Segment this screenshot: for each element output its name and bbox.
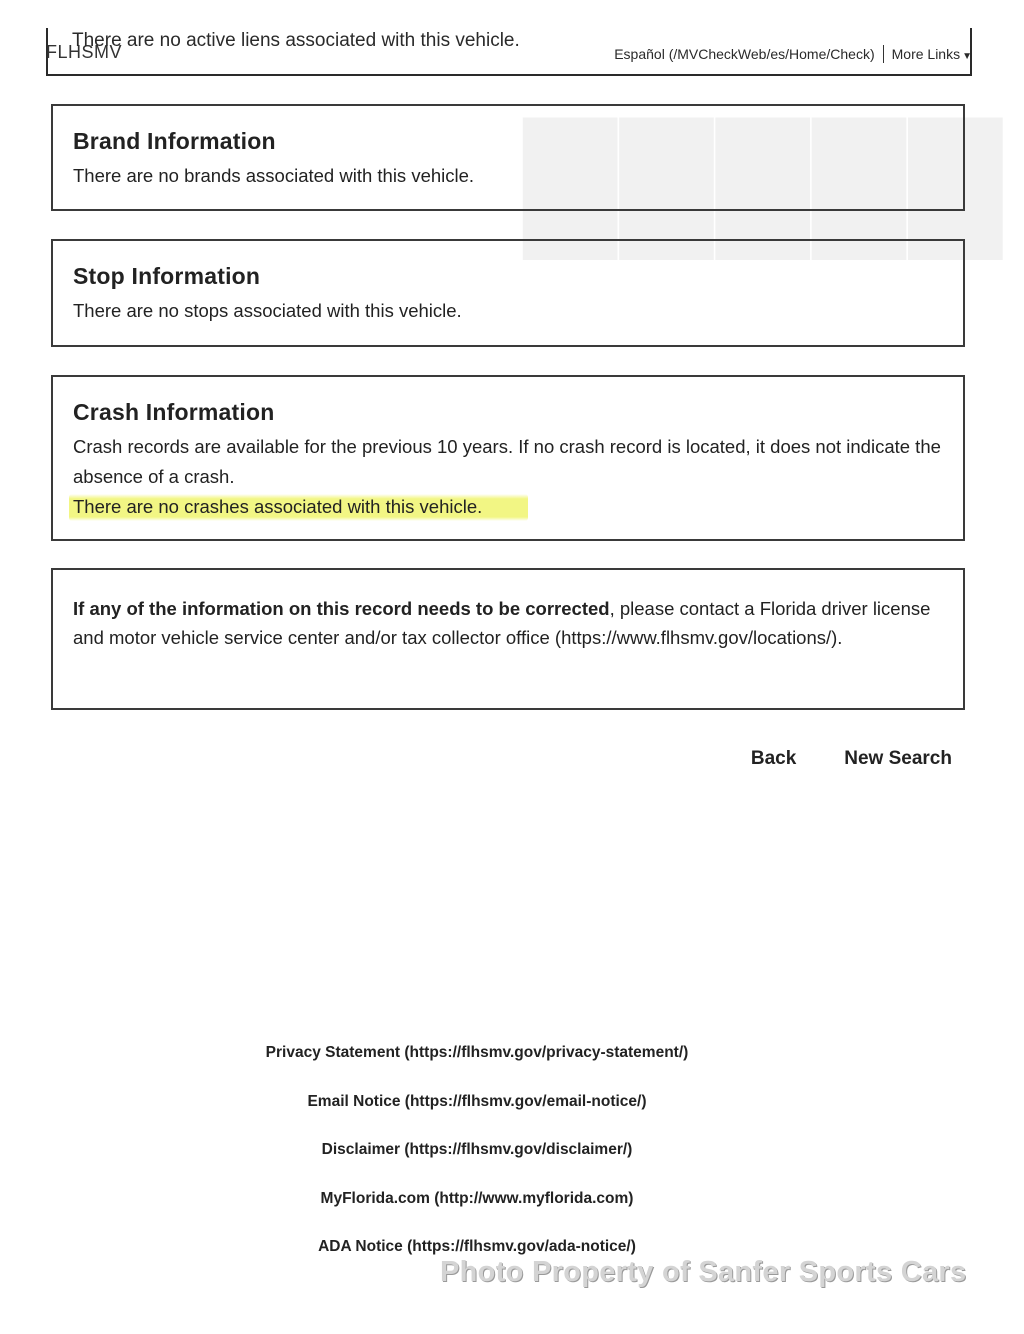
- site-brand[interactable]: FLHSMV: [46, 42, 123, 62]
- stop-information-section: [51, 239, 965, 347]
- stop-information-title: Stop Information: [73, 263, 261, 289]
- footer-links: [0, 1044, 954, 1287]
- brand-information-section: [51, 104, 965, 211]
- correction-notice: [73, 594, 943, 652]
- privacy-statement-link[interactable]: Privacy Statement (https://flhsmv.gov/privacy-statement/): [265, 1044, 689, 1061]
- more-links-menu[interactable]: [892, 46, 972, 62]
- header-links: [614, 45, 972, 63]
- crash-information-title: Crash Information: [73, 399, 275, 425]
- result-navigation: [751, 748, 952, 770]
- crash-information-text: Crash records are available for the previous 10 years. If no crash record is located, it does not indicate the absence of a crash.: [73, 436, 941, 487]
- correction-notice-bold: If any of the information on this record needs to be corrected: [73, 598, 610, 619]
- myflorida-link[interactable]: MyFlorida.com (http://www.myflorida.com): [320, 1189, 634, 1207]
- photo-watermark: Photo Property of Sanfer Sports Cars: [440, 1256, 967, 1288]
- caret-down-icon: ▼: [962, 51, 972, 62]
- disclaimer-link[interactable]: Disclaimer (https://flhsmv.gov/disclaimer/): [321, 1141, 633, 1158]
- email-notice-link[interactable]: Email Notice (https://flhsmv.gov/email-notice/): [307, 1092, 647, 1110]
- brand-information-title: Brand Information: [73, 128, 276, 154]
- correction-notice-text: , please contact a Florida driver license and motor vehicle service center and/or tax collector office (https://www.flhsmv.gov/locations/).: [73, 598, 931, 648]
- stop-information-text: There are no stops associated with this vehicle.: [73, 300, 462, 321]
- new-search-link[interactable]: New Search: [844, 748, 952, 769]
- more-links-label: More Links: [891, 46, 961, 62]
- crash-information-section: [51, 375, 965, 541]
- crash-status-highlighted: There are no crashes associated with this vehicle.: [69, 494, 528, 521]
- lien-status-text: There are no active liens associated with this vehicle.: [72, 30, 520, 51]
- correction-notice-section: [51, 568, 965, 710]
- header-divider: [883, 45, 884, 63]
- brand-information-text: There are no brands associated with this vehicle.: [73, 165, 475, 186]
- ada-notice-link[interactable]: ADA Notice (https://flhsmv.gov/ada-notice/): [318, 1238, 636, 1255]
- language-link[interactable]: Español (/MVCheckWeb/es/Home/Check): [614, 46, 875, 62]
- bleed-through-mark: █████: [520, 120, 1002, 259]
- back-link[interactable]: Back: [750, 748, 797, 769]
